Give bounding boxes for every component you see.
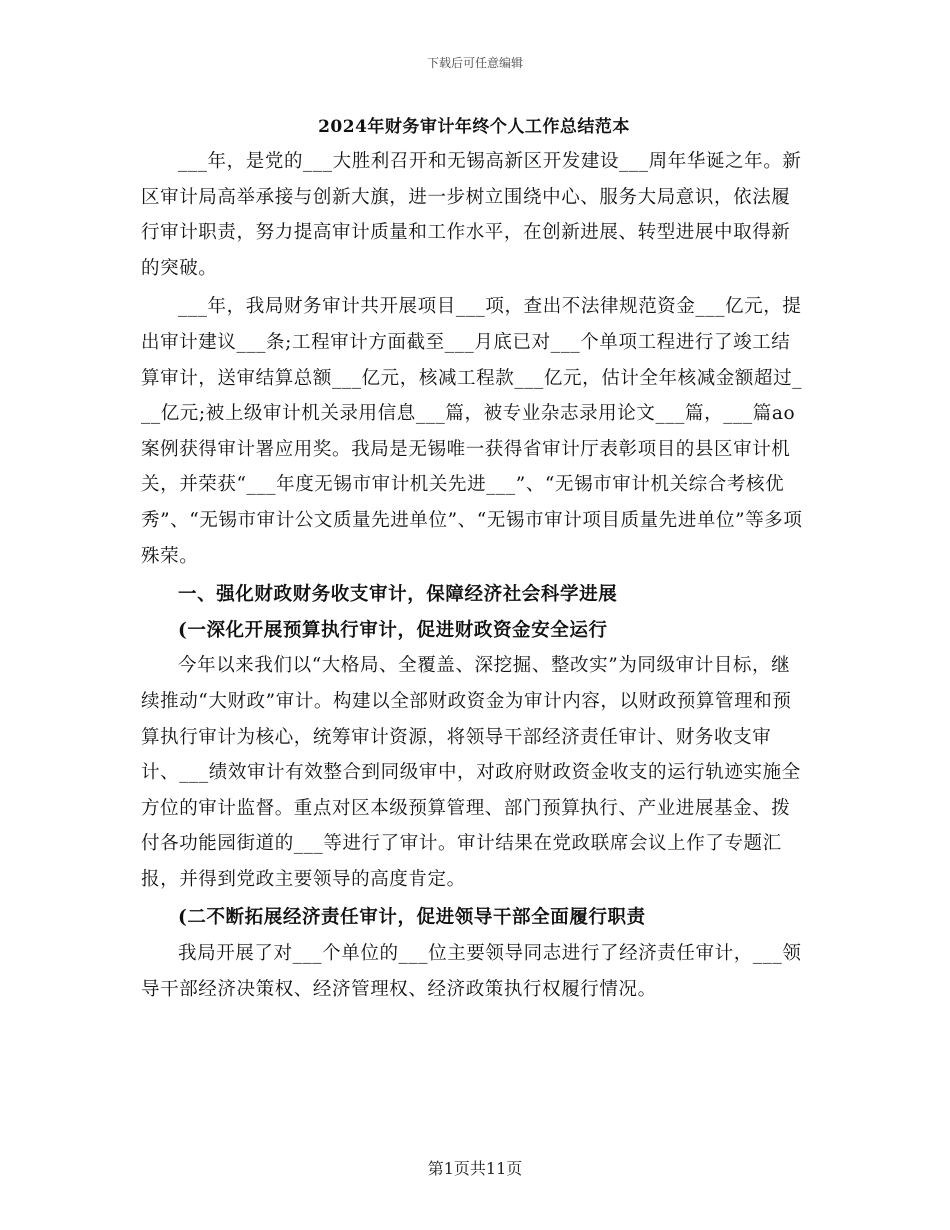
document-title: 2024年财务审计年终个人工作总结范本 — [318, 117, 630, 137]
document-body — [141, 110, 807, 1007]
paragraph-economic-responsibility: 我局开展了对___个单位的___位主要领导同志进行了经济责任审计，___领导干部经济决策权、经济管理权、经济政策执行权履行情况。 — [141, 943, 802, 1000]
paragraph-intro: ___年，是党的___大胜利召开和无锡高新区开发建设___周年华诞之年。新区审计局高举承接与创新大旗，进一步树立围绕中心、服务大局意识，依法履行审计职责，努力提高审计质量和工作水平，在创新进展、转型进展中取得新的突破。 — [141, 151, 802, 279]
subsection-heading-1: (一深化开展预算执行审计，促进财政资金安全运行 — [178, 619, 608, 641]
section-heading-1: 一、强化财政财务收支审计，保障经济社会科学进展 — [178, 584, 618, 606]
paragraph-budget-audit: 今年以来我们以“大格局、全覆盖、深挖掘、整改实”为同级审计目标，继续推动“大财政”审计。构建以全部财政资金为审计内容，以财政预算管理和预算执行审计为核心，统筹审计资源，将领导干部经济责任审计、财务收支审计、___绩效审计有效整合到同级审中，对政府财政资金收支的运行轨迹实施全方位的审计监督。重点对区本级预算管理、部门预算执行、产业进展基金、拨付各功能园街道的___等进行了审计。审计结果在党政联席会议上作了专题汇报，并得到党政主要领导的高度肯定。 — [141, 655, 801, 890]
header-note: 下载后可任意编辑 — [426, 56, 523, 70]
paragraph-summary: ___年，我局财务审计共开展项目___项，查出不法律规范资金___亿元，提出审计建议___条;工程审计方面截至___月底已对___个单项工程进行了竣工结算审计，送审结算总额___亿元，核减工程款___亿元，估计全年核减金额超过___亿元;被上级审计机关录用信息___篇，被专业杂志录用论文___篇，___篇ao案例获得审计署应用奖。我局是无锡唯一获得省审计厅表彰项目的县区审计机关，并荣获“___年度无锡市审计机关先进___”、“无锡市审计机关综合考核优秀”、“无锡市审计公文质量先进单位”、“无锡市审计项目质量先进单位”等多项殊荣。 — [141, 296, 803, 567]
page-number: 第1页共11页 — [427, 1159, 523, 1178]
subsection-heading-2: (二不断拓展经济责任审计，促进领导干部全面履行职责 — [178, 907, 646, 929]
